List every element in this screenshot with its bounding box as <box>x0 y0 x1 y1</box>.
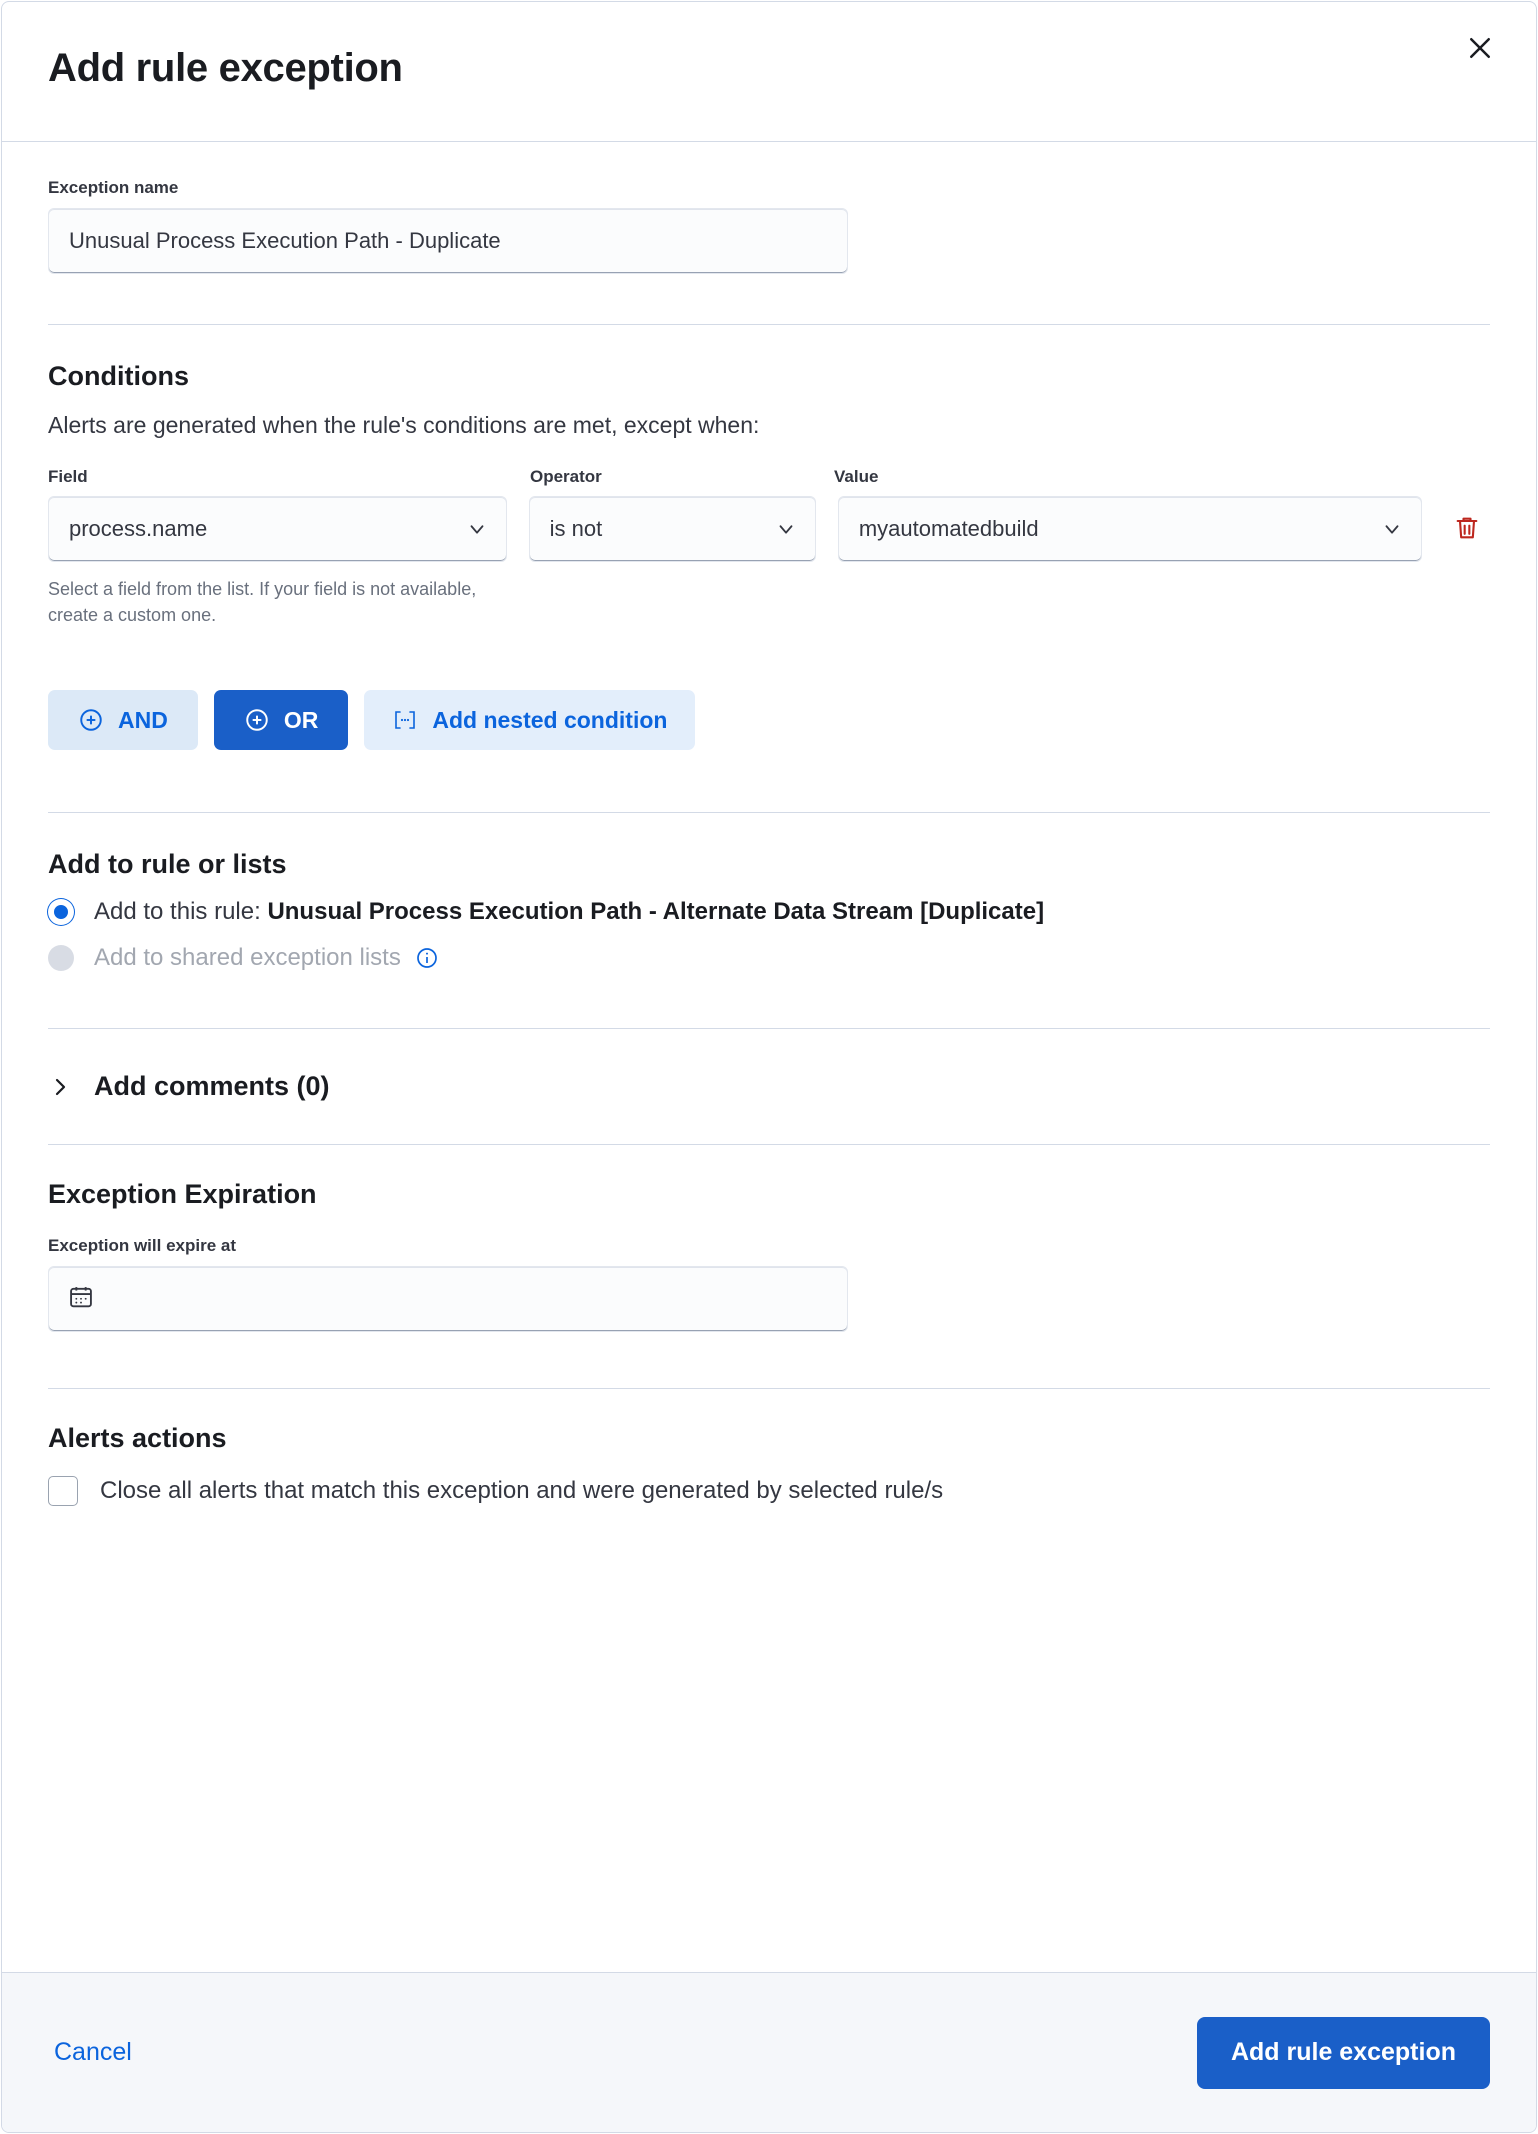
radio-unselected-icon <box>48 945 74 971</box>
expiration-heading: Exception Expiration <box>48 1179 317 1210</box>
add-nested-condition-label: Add nested condition <box>432 706 668 733</box>
calendar-icon <box>67 1283 95 1316</box>
close-button[interactable] <box>1454 22 1506 74</box>
nested-brackets-icon <box>392 708 418 732</box>
info-icon[interactable] <box>415 946 439 970</box>
add-to-heading: Add to rule or lists <box>48 849 287 880</box>
exception-name-input[interactable] <box>48 208 848 274</box>
conditions-column-headers <box>48 467 1490 487</box>
operator-select[interactable] <box>529 496 816 562</box>
delete-condition-button[interactable] <box>1444 496 1490 562</box>
radio-add-to-rule[interactable] <box>48 898 1490 926</box>
condition-buttons <box>48 690 1490 750</box>
expiration-section <box>48 1145 1490 1332</box>
alerts-actions-section <box>48 1389 1490 1506</box>
add-nested-condition-button[interactable] <box>364 690 695 750</box>
chevron-down-icon <box>1381 518 1403 540</box>
expiration-date-input[interactable] <box>48 1266 848 1332</box>
column-header-field: Field <box>48 467 88 486</box>
conditions-description: Alerts are generated when the rule's conditions are met, except when: <box>48 412 760 438</box>
radio-selected-icon <box>48 899 74 925</box>
close-alerts-checkbox[interactable] <box>48 1476 78 1506</box>
expiration-label: Exception will expire at <box>48 1236 237 1256</box>
plus-circle-icon <box>78 707 104 733</box>
page-title: Add rule exception <box>48 46 403 90</box>
conditions-heading: Conditions <box>48 361 189 391</box>
add-comments-toggle[interactable] <box>48 1071 1490 1102</box>
add-rule-exception-modal <box>1 1 1537 2133</box>
column-header-operator: Operator <box>530 467 602 486</box>
conditions-section <box>48 325 1490 750</box>
radio-add-to-shared-lists-label: Add to shared exception lists <box>94 944 401 972</box>
modal-header <box>2 2 1536 142</box>
exception-name-group <box>48 142 1490 274</box>
trash-icon <box>1453 513 1481 546</box>
value-select-value: myautomatedbuild <box>858 516 1039 541</box>
alerts-actions-heading: Alerts actions <box>48 1423 227 1454</box>
chevron-right-icon <box>48 1075 72 1099</box>
modal-footer <box>2 1972 1536 2132</box>
field-select-value: process.name <box>69 516 208 541</box>
close-alerts-label: Close all alerts that match this exception and were generated by selected rule/s <box>100 1477 944 1505</box>
field-select[interactable] <box>48 496 507 562</box>
comments-section <box>48 1029 1490 1144</box>
cancel-button[interactable]: Cancel <box>48 2037 138 2068</box>
value-select[interactable] <box>838 496 1422 562</box>
close-alerts-checkbox-row[interactable] <box>48 1476 1490 1506</box>
add-to-section <box>48 813 1490 972</box>
operator-select-value: is not <box>549 516 603 541</box>
condition-row <box>48 496 1490 562</box>
add-comments-label: Add comments (0) <box>94 1071 330 1102</box>
add-rule-exception-button[interactable]: Add rule exception <box>1197 2017 1490 2089</box>
field-helper-text: Select a field from the list. If your field is not available, create a custom one. <box>48 579 477 626</box>
add-or-label: OR <box>283 706 319 733</box>
modal-body <box>2 142 1536 1972</box>
chevron-down-icon <box>775 518 797 540</box>
radio-rule-name: Unusual Process Execution Path - Alternate Data Stream [Duplicate] <box>267 898 1045 926</box>
close-icon <box>1465 33 1495 63</box>
plus-circle-icon <box>244 707 270 733</box>
add-or-button[interactable] <box>214 690 349 750</box>
add-and-button[interactable] <box>48 690 198 750</box>
exception-name-label: Exception name <box>48 178 179 197</box>
chevron-down-icon <box>466 518 488 540</box>
radio-add-to-shared-lists[interactable] <box>48 944 1490 972</box>
column-header-value: Value <box>834 467 879 486</box>
radio-prefix-text: Add to this rule: <box>94 898 268 926</box>
add-and-label: AND <box>118 706 168 733</box>
radio-add-to-rule-label <box>94 898 1044 926</box>
